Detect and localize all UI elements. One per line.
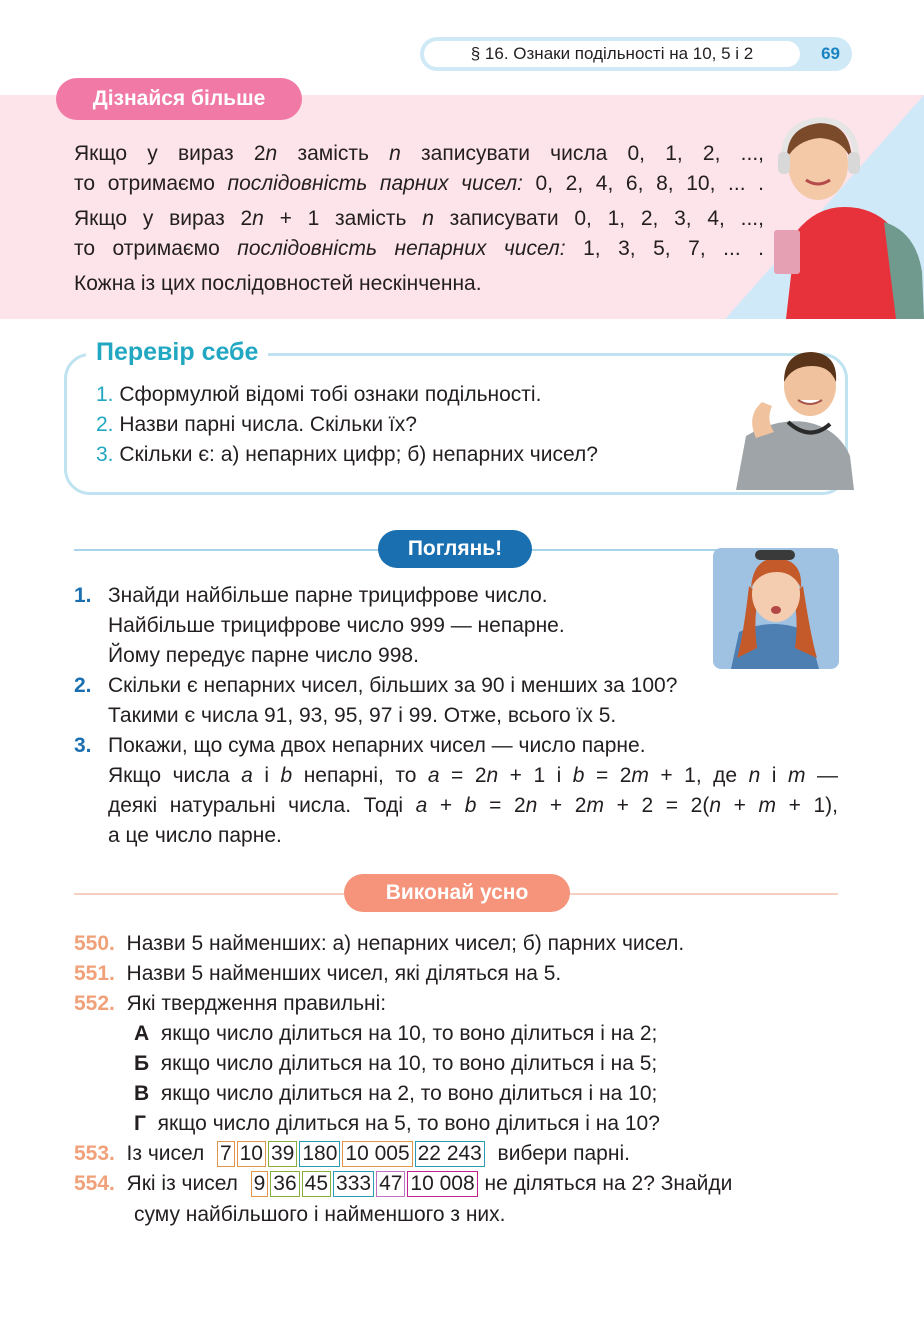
task-550: 550. Назви 5 найменших: а) непарних чисел; б) парних чисел. bbox=[74, 932, 685, 955]
option-a: А якщо число ділиться на 10, то воно ділиться і на 2; bbox=[134, 1022, 658, 1045]
number-box: 22 243 bbox=[415, 1141, 485, 1167]
task-552: 552. Які твердження правильні: bbox=[74, 992, 387, 1015]
number-box: 9 bbox=[251, 1171, 269, 1197]
number-box: 36 bbox=[270, 1171, 299, 1197]
task-553: 553. Із чисел 7 10 39 180 10 005 22 243 вибери парні. bbox=[74, 1142, 630, 1165]
number-box: 10 bbox=[237, 1141, 266, 1167]
option-b: Б якщо число ділиться на 10, то воно ділиться і на 5; bbox=[134, 1052, 658, 1075]
option-v: В якщо число ділиться на 2, то воно ділиться і на 10; bbox=[134, 1082, 658, 1105]
oral-title: Виконай усно bbox=[344, 874, 570, 912]
learn-line-5: Кожна із цих послідовностей нескінченна. bbox=[74, 272, 482, 295]
page-header bbox=[420, 37, 852, 71]
number-box: 10 008 bbox=[407, 1171, 477, 1197]
number-box: 10 005 bbox=[342, 1141, 412, 1167]
look-item-3-line-2: Якщо числа a і b непарні, то a = 2n + 1 і b = 2m + 1, де n і m — bbox=[108, 764, 838, 787]
learn-line-3: Якщо у вираз 2n + 1 замість n записувати 0, 1, 2, 3, 4, ..., bbox=[74, 207, 764, 230]
learn-more-title: Дізнайся більше bbox=[56, 78, 302, 120]
page-number: 69 bbox=[821, 44, 840, 63]
check-yourself-title: Перевір себе bbox=[86, 334, 268, 370]
option-g: Г якщо число ділиться на 5, то воно ділиться і на 10? bbox=[134, 1112, 660, 1135]
number-box: 7 bbox=[217, 1141, 235, 1167]
look-title: Поглянь! bbox=[378, 530, 532, 568]
number-box: 333 bbox=[333, 1171, 374, 1197]
boy-pointing-illustration bbox=[726, 346, 856, 490]
look-item-2-line-2: Такими є числа 91, 93, 95, 97 і 99. Отже, всього їх 5. bbox=[108, 704, 617, 727]
look-item-3-line-3: деякі натуральні числа. Тоді a + b = 2n + 2m + 2 = 2(n + m + 1), bbox=[108, 794, 838, 817]
look-item-2-number: 2. bbox=[74, 674, 92, 697]
learn-line-4: то отримаємо послідовність непарних чисел: 1, 3, 5, 7, ... . bbox=[74, 237, 764, 260]
look-item-3-line-4: а це число парне. bbox=[108, 824, 282, 847]
look-item-1-line-1-text: Знайди найбільше парне трицифрове число. bbox=[108, 584, 548, 607]
look-item-1-line-2: Найбільше трицифрове число 999 — непарне. bbox=[108, 614, 565, 637]
task-554-line-2: суму найбільшого і найменшого з них. bbox=[134, 1203, 506, 1226]
check-item-1: 1. Сформулюй відомі тобі ознаки подільності. bbox=[96, 383, 542, 406]
look-item-2-line-1: Скільки є непарних чисел, більших за 90 і менших за 100? bbox=[108, 674, 678, 697]
learn-line-2: то отримаємо послідовність парних чисел: 0, 2, 4, 6, 8, 10, ... . bbox=[74, 172, 764, 195]
look-item-1-line-1: 1. bbox=[74, 584, 92, 607]
number-box: 45 bbox=[302, 1171, 331, 1197]
number-box: 180 bbox=[299, 1141, 340, 1167]
look-item-1-line-3: Йому передує парне число 998. bbox=[108, 644, 419, 667]
look-item-3-number: 3. bbox=[74, 734, 92, 757]
girl-photo bbox=[713, 548, 839, 669]
section-title: § 16. Ознаки подільності на 10, 5 і 2 bbox=[424, 41, 800, 67]
number-box: 39 bbox=[268, 1141, 297, 1167]
task-551: 551. Назви 5 найменших чисел, які діляться на 5. bbox=[74, 962, 562, 985]
task-554: 554. Які із чисел 9 36 45 333 47 10 008 не діляться на 2? Знайди bbox=[74, 1172, 733, 1195]
check-item-3: 3. Скільки є: а) непарних цифр; б) непарних чисел? bbox=[96, 443, 598, 466]
learn-line-1: Якщо у вираз 2n замість n записувати числа 0, 1, 2, ..., bbox=[74, 142, 764, 165]
check-item-2: 2. Назви парні числа. Скільки їх? bbox=[96, 413, 417, 436]
girl-headphones-illustration bbox=[766, 112, 924, 319]
number-box: 47 bbox=[376, 1171, 405, 1197]
look-item-3-line-1: Покажи, що сума двох непарних чисел — число парне. bbox=[108, 734, 646, 757]
